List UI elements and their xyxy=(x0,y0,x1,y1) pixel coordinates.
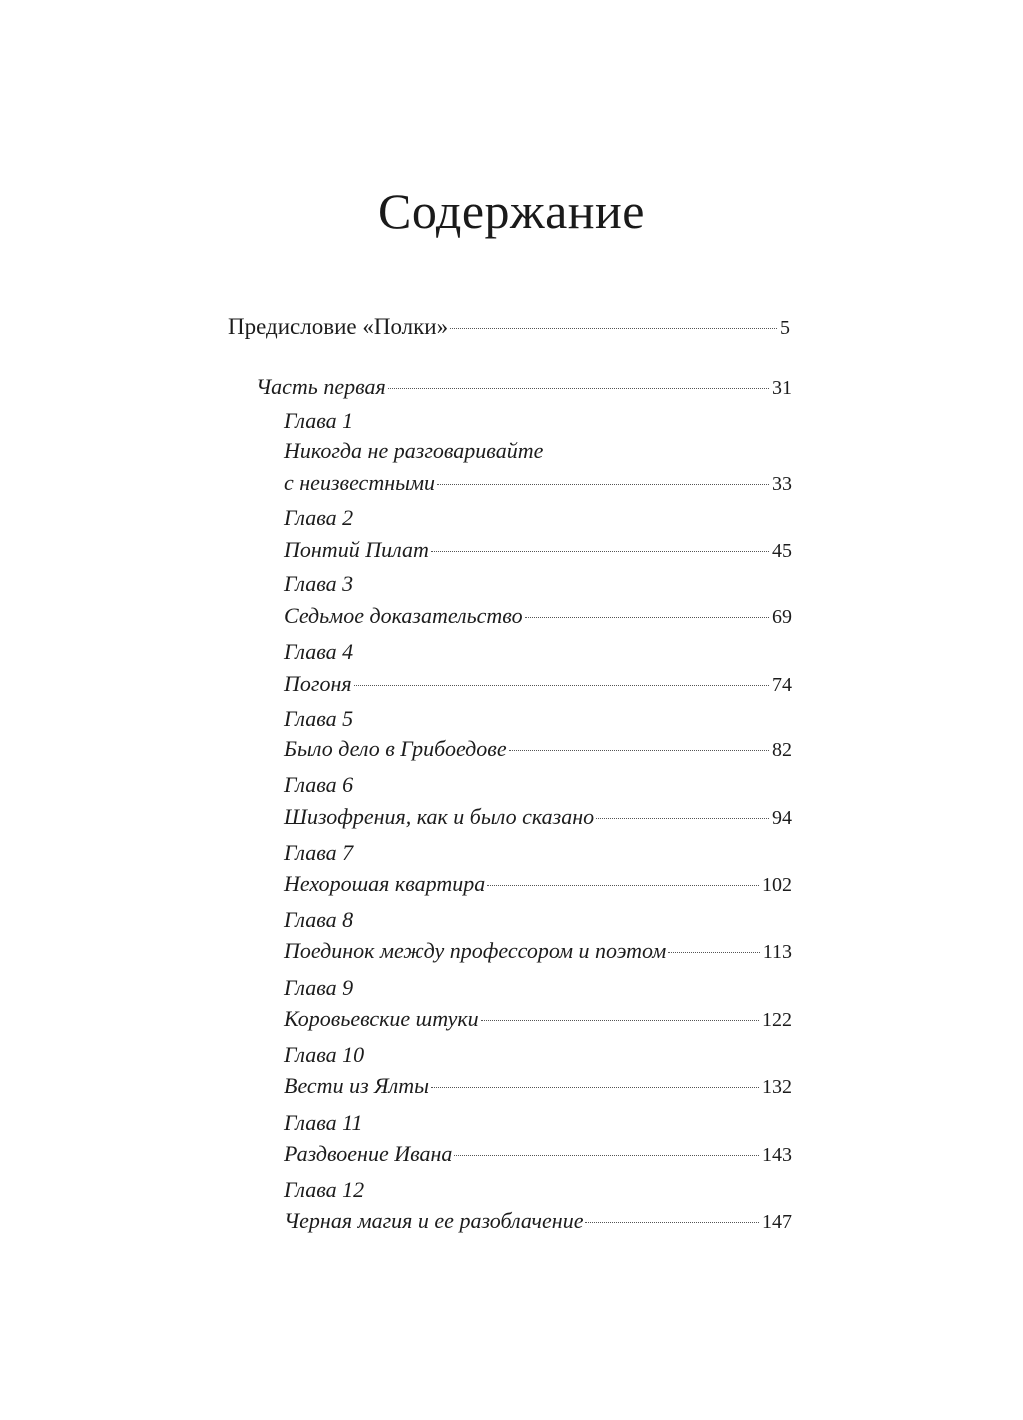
chapter-label: Глава 3 xyxy=(284,571,354,596)
chapter-label: Глава 8 xyxy=(284,907,354,932)
toc-entry-page: 113 xyxy=(762,941,792,963)
toc-entry-title: Понтий Пилат xyxy=(284,537,429,562)
page-title: Содержание xyxy=(378,183,645,239)
toc-entry-title: Поединок между профессором и поэтом xyxy=(284,938,667,963)
toc-entry-page: 31 xyxy=(772,377,792,399)
dot-leader xyxy=(596,818,769,819)
dot-leader xyxy=(481,1020,759,1021)
toc-entry-title: Предисловие «Полки» xyxy=(228,314,449,339)
toc-entry-chapter[interactable] xyxy=(284,1004,792,1035)
toc-entry-preface[interactable] xyxy=(228,312,790,343)
chapter-label: Глава 5 xyxy=(284,706,354,731)
toc-entry-chapter[interactable] xyxy=(284,601,792,632)
toc-entry-page: 74 xyxy=(772,674,792,696)
dot-leader xyxy=(388,388,769,389)
toc-entry-title: Раздвоение Ивана xyxy=(284,1141,453,1166)
chapter-label: Глава 6 xyxy=(284,772,354,797)
toc-entry-page: 122 xyxy=(762,1009,792,1031)
dot-leader xyxy=(585,1222,759,1223)
toc-entry-title: Коровьевские штуки xyxy=(284,1006,479,1031)
dot-leader xyxy=(450,328,777,329)
toc-entry-chapter[interactable] xyxy=(284,936,792,967)
dot-leader xyxy=(509,750,769,751)
toc-entry-page: 5 xyxy=(780,317,790,339)
toc-entry-title: Было дело в Грибоедове xyxy=(284,736,507,761)
toc-entry-title: Вести из Ялты xyxy=(284,1073,429,1098)
dot-leader xyxy=(454,1155,759,1156)
toc-entry-page: 132 xyxy=(762,1076,792,1098)
chapter-label: Глава 12 xyxy=(284,1177,365,1202)
dot-leader xyxy=(668,952,759,953)
toc-entry-chapter[interactable] xyxy=(284,669,792,700)
dot-leader xyxy=(437,484,769,485)
dot-leader xyxy=(487,885,759,886)
toc-entry-page: 102 xyxy=(762,874,792,896)
toc-entry-title: Шизофрения, как и было сказано xyxy=(284,804,595,829)
toc-entry-page: 69 xyxy=(772,606,792,628)
chapter-label: Глава 4 xyxy=(284,639,354,664)
toc-entry-page: 45 xyxy=(772,540,792,562)
toc-entry-page: 147 xyxy=(762,1211,792,1233)
toc-entry-title: Черная магия и ее разоблачение xyxy=(284,1208,584,1233)
toc-entry-title: Погоня xyxy=(284,671,352,696)
toc-entry-chapter[interactable] xyxy=(284,1071,792,1102)
toc-entry-chapter[interactable] xyxy=(284,468,792,499)
toc-entry-chapter[interactable] xyxy=(284,1206,792,1237)
dot-leader xyxy=(431,551,769,552)
toc-entry-chapter[interactable] xyxy=(284,1139,792,1170)
dot-leader xyxy=(525,617,769,618)
toc-entry-page: 82 xyxy=(772,739,792,761)
toc-entry-page: 143 xyxy=(762,1144,792,1166)
toc-entry-part[interactable] xyxy=(256,372,792,403)
toc-entry-chapter[interactable] xyxy=(284,734,792,765)
toc-entry-page: 94 xyxy=(772,807,792,829)
chapter-label: Глава 9 xyxy=(284,975,354,1000)
toc-entry-chapter[interactable] xyxy=(284,802,792,833)
chapter-label: Глава 10 xyxy=(284,1042,365,1067)
dot-leader xyxy=(431,1087,759,1088)
chapter-label: Глава 11 xyxy=(284,1110,363,1135)
dot-leader xyxy=(354,685,769,686)
toc-entry-title: с неизвестными xyxy=(284,470,436,495)
chapter-label: Глава 2 xyxy=(284,505,354,530)
toc-entry-chapter[interactable] xyxy=(284,869,792,900)
chapter-label: Глава 7 xyxy=(284,840,354,865)
toc-entry-title: Седьмое доказательство xyxy=(284,603,523,628)
chapter-title-line: Никогда не разговаривайте xyxy=(284,438,544,463)
chapter-label: Глава 1 xyxy=(284,408,354,433)
toc-entry-title: Часть первая xyxy=(256,374,386,399)
toc-entry-chapter[interactable] xyxy=(284,535,792,566)
toc-entry-title: Нехорошая квартира xyxy=(284,871,486,896)
toc-entry-page: 33 xyxy=(772,473,792,495)
